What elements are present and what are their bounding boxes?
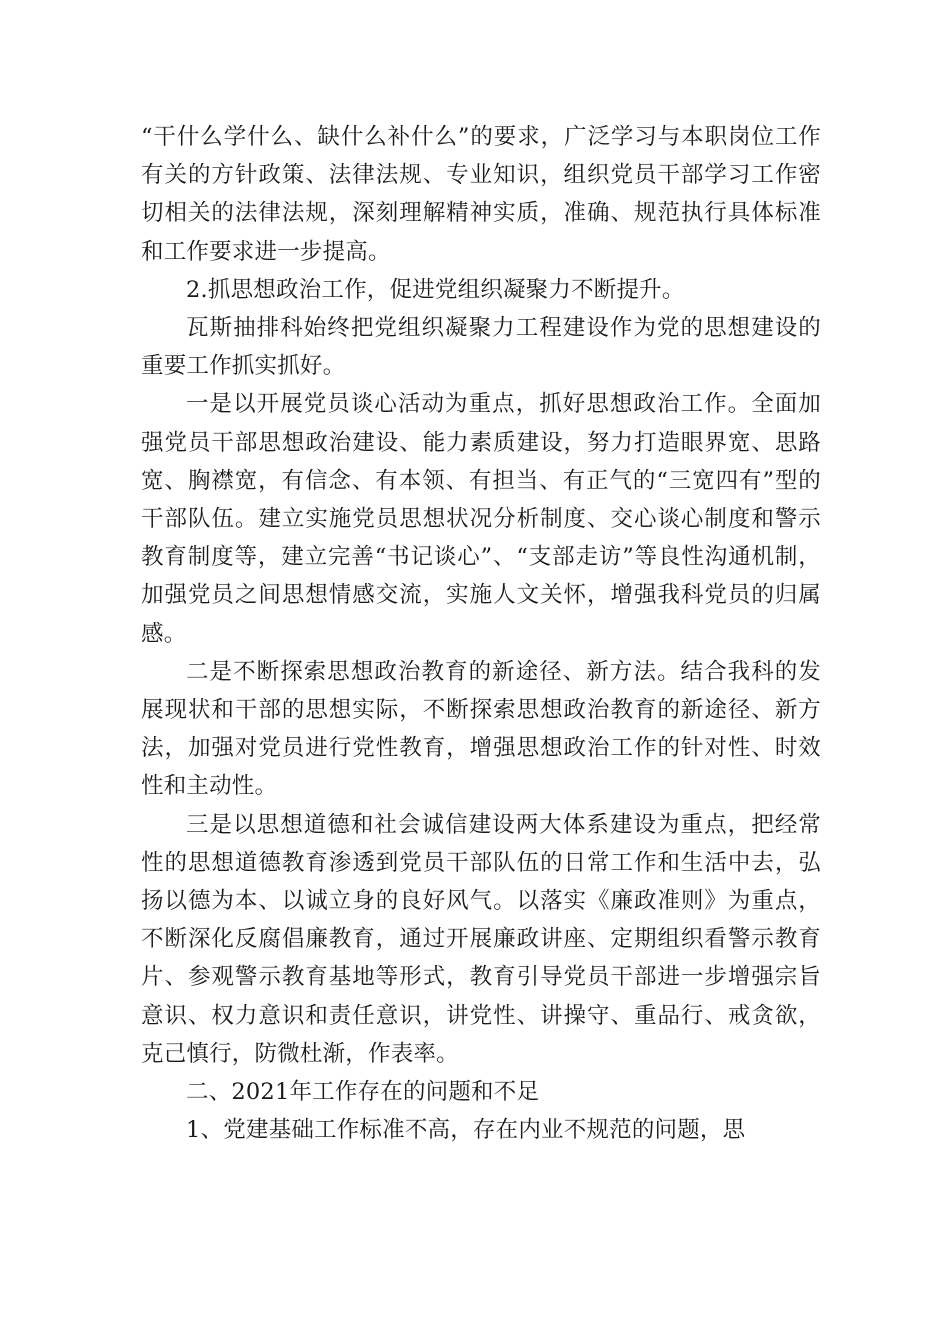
paragraph-continued-requirements: “干什么学什么、缺什么补什么”的要求，广泛学习与本职岗位工作有关的方针政策、法律法规、专业知识，组织党员干部学习工作密切相关的法律法规，深刻理解精神实质，准确、规范执行具体标准和工作要求进一步提高。 <box>141 124 821 265</box>
paragraph-point-three: 三是以思想道德和社会诚信建设两大体系建设为重点，把经常性的思想道德教育渗透到党员干部队伍的日常工作和生活中去，弘扬以德为本、以诚立身的良好风气。以落实《廉政准则》为重点，不断深化反腐倡廉教育，通过开展廉政讲座、定期组织看警示教育片、参观警示教育基地等形式，教育引导党员干部进一步增强宗旨意识、权力意识和责任意识，讲党性、讲操守、重品行、戒贪欲，克己慎行，防微杜渐，作表率。 <box>141 811 821 1067</box>
paragraph-point-two: 二是不断探索思想政治教育的新途径、新方法。结合我科的发展现状和干部的思想实际，不断探索思想政治教育的新途径、新方法，加强对党员进行党性教育，增强思想政治工作的针对性、时效性和主动性。 <box>141 658 821 800</box>
paragraph-problem-one: 1、党建基础工作标准不高，存在内业不规范的问题，思 <box>186 1117 746 1144</box>
body-text <box>141 118 821 1149</box>
paragraph-heading-2: 2.抓思想政治工作，促进党组织凝聚力不断提升。 <box>186 276 685 303</box>
section-heading-problems: 二、2021年工作存在的问题和不足 <box>186 1079 540 1106</box>
paragraph-point-one: 一是以开展党员谈心活动为重点，抓好思想政治工作。全面加强党员干部思想政治建设、能力素质建设，努力打造眼界宽、思路宽、胸襟宽，有信念、有本领、有担当、有正气的“三宽四有”型的干部队伍。建立实施党员思想状况分析制度、交心谈心制度和警示教育制度等，建立完善“书记谈心”、“支部走访”等良性沟通机制，加强党员之间思想情感交流，实施人文关怀，增强我科党员的归属感。 <box>141 391 821 647</box>
paragraph-cohesion-intro: 瓦斯抽排科始终把党组织凝聚力工程建设作为党的思想建设的重要工作抓实抓好。 <box>141 315 821 380</box>
